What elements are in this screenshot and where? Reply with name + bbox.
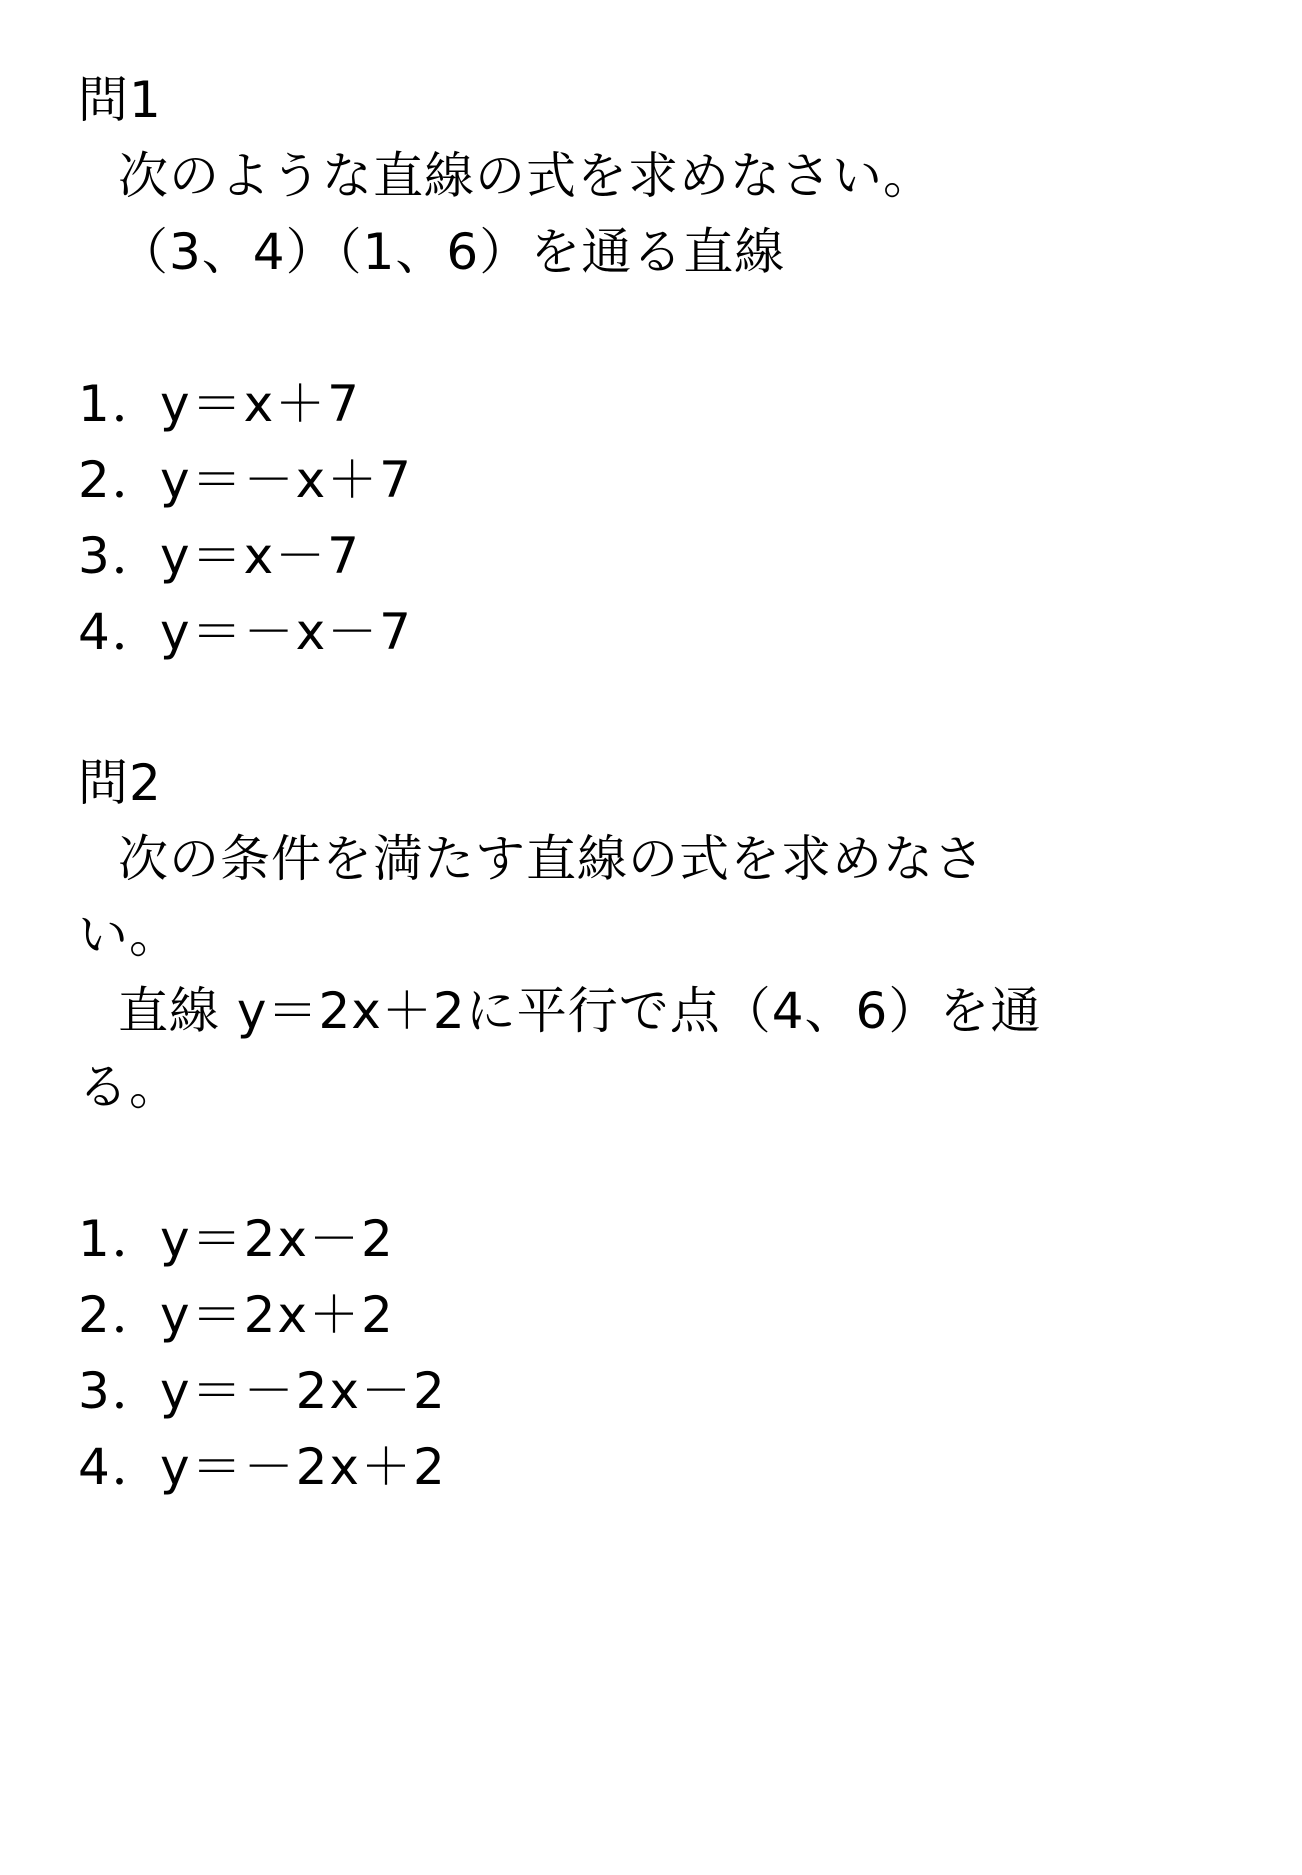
spacer [78, 290, 1178, 366]
choice-text: y＝2x＋2 [160, 1286, 395, 1344]
choice-text: y＝2x－2 [160, 1210, 395, 1268]
answer-choice [78, 518, 1178, 594]
question-prompt-line: 次のような直線の式を求めなさい。 [118, 147, 934, 205]
question-prompt-line: い。 [78, 906, 180, 964]
choice-number: 2． [78, 451, 164, 509]
answer-choice [78, 366, 1178, 442]
choice-number: 4． [78, 1438, 164, 1496]
choice-number: 1． [78, 375, 164, 433]
choice-text: y＝－x－7 [160, 603, 413, 661]
question-prompt-line: 次の条件を満たす直線の式を求めなさ [118, 830, 985, 888]
question-prompt-line: る。 [78, 1058, 180, 1116]
question-prompt-line: 直線 y＝2x＋2に平行で点（4、6）を通 [118, 982, 1042, 1040]
answer-choice [78, 1277, 1178, 1353]
choice-text: y＝x－7 [160, 527, 361, 585]
question-2 [78, 745, 1178, 1505]
choice-number: 1． [78, 1210, 164, 1268]
question-1 [78, 62, 1178, 670]
answer-choice [78, 594, 1178, 670]
choice-text: y＝－2x－2 [160, 1362, 447, 1420]
choice-text: y＝－2x＋2 [160, 1438, 447, 1496]
spacer [78, 1125, 1178, 1201]
answer-choice [78, 442, 1178, 518]
choice-number: 2． [78, 1286, 164, 1344]
choice-number: 3． [78, 527, 164, 585]
answer-choice [78, 1353, 1178, 1429]
answer-choice [78, 1201, 1178, 1277]
choice-number: 4． [78, 603, 164, 661]
answer-choice [78, 1429, 1178, 1505]
choice-number: 3． [78, 1362, 164, 1420]
choice-text: y＝－x＋7 [160, 451, 413, 509]
question-label: 問1 [78, 71, 162, 129]
question-prompt-line: （3、4）（1、6）を通る直線 [118, 223, 786, 281]
choice-text: y＝x＋7 [160, 375, 361, 433]
question-label: 問2 [78, 754, 162, 812]
